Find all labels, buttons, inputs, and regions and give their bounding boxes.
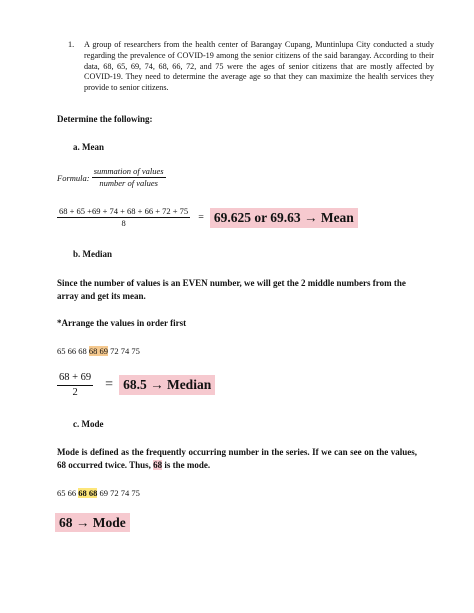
formula-label: Formula: (57, 172, 90, 183)
mode-explanation (57, 446, 417, 471)
mode-heading: c. Mode (73, 419, 104, 429)
mean-equals: = (198, 212, 204, 224)
mode-sequence (57, 488, 140, 498)
median-seq-highlight: 68 69 (88, 346, 108, 356)
mode-explanation-highlight: 68 (153, 459, 163, 470)
mean-calculation (57, 207, 358, 229)
mean-numerator: 68 + 65 +69 + 74 + 68 + 66 + 72 + 75 (57, 207, 190, 218)
formula-denominator: number of values (99, 178, 158, 189)
mode-explanation-after: is the mode. (162, 459, 211, 470)
mean-fraction (57, 207, 190, 229)
median-explanation: Since the number of values is an EVEN number, we will get the 2 middle numbers from the array and get its mean. (57, 278, 406, 301)
problem-number: 1. (68, 40, 75, 49)
mode-result-wrap (55, 514, 130, 532)
mode-seq-highlight: 68 68 (78, 488, 98, 498)
median-result: 68.5 → Median (119, 375, 215, 395)
determine-heading: Determine the following: (57, 114, 153, 124)
median-numerator: 68 + 69 (57, 372, 93, 386)
median-equals: = (105, 377, 114, 393)
median-seq-after: 72 74 75 (108, 346, 140, 356)
median-seq-before: 65 66 68 (57, 346, 89, 356)
problem-text: A group of researchers from the health center of Barangay Cupang, Muntinlupa City conducted a study regarding the prevalence of COVID-19 among the senior citizens of the said barangay. According to their data, 68, 65, 69, 74, 68, 66, 72, and 75 were the ages of senior citizens that are mostly affected by COVID-19. They need to determine the average age so that they can maximize the health services they provide to senior citizens. (84, 40, 434, 93)
median-fraction (57, 372, 93, 398)
problem-statement (68, 40, 434, 94)
mean-heading: a. Mean (73, 142, 104, 152)
median-denominator: 2 (72, 386, 78, 398)
mode-explanation-before: Mode is defined as the frequently occurring number in the series. If we can see on the values, 68 occurred twice. Thus, (57, 447, 417, 470)
formula-fraction (92, 167, 166, 189)
mode-seq-after: 69 72 74 75 (97, 488, 140, 498)
mean-denominator: 8 (121, 218, 126, 229)
median-heading: b. Median (73, 249, 113, 259)
median-calculation (57, 372, 215, 398)
mode-seq-before: 65 66 (57, 488, 79, 498)
median-arrange-note: *Arrange the values in order first (57, 318, 187, 328)
median-sequence (57, 346, 140, 356)
mode-result: 68 → Mode (55, 513, 130, 532)
formula-numerator: summation of values (92, 167, 166, 178)
mean-result: 69.625 or 69.63 → Mean (210, 208, 358, 228)
mean-formula (57, 167, 166, 189)
